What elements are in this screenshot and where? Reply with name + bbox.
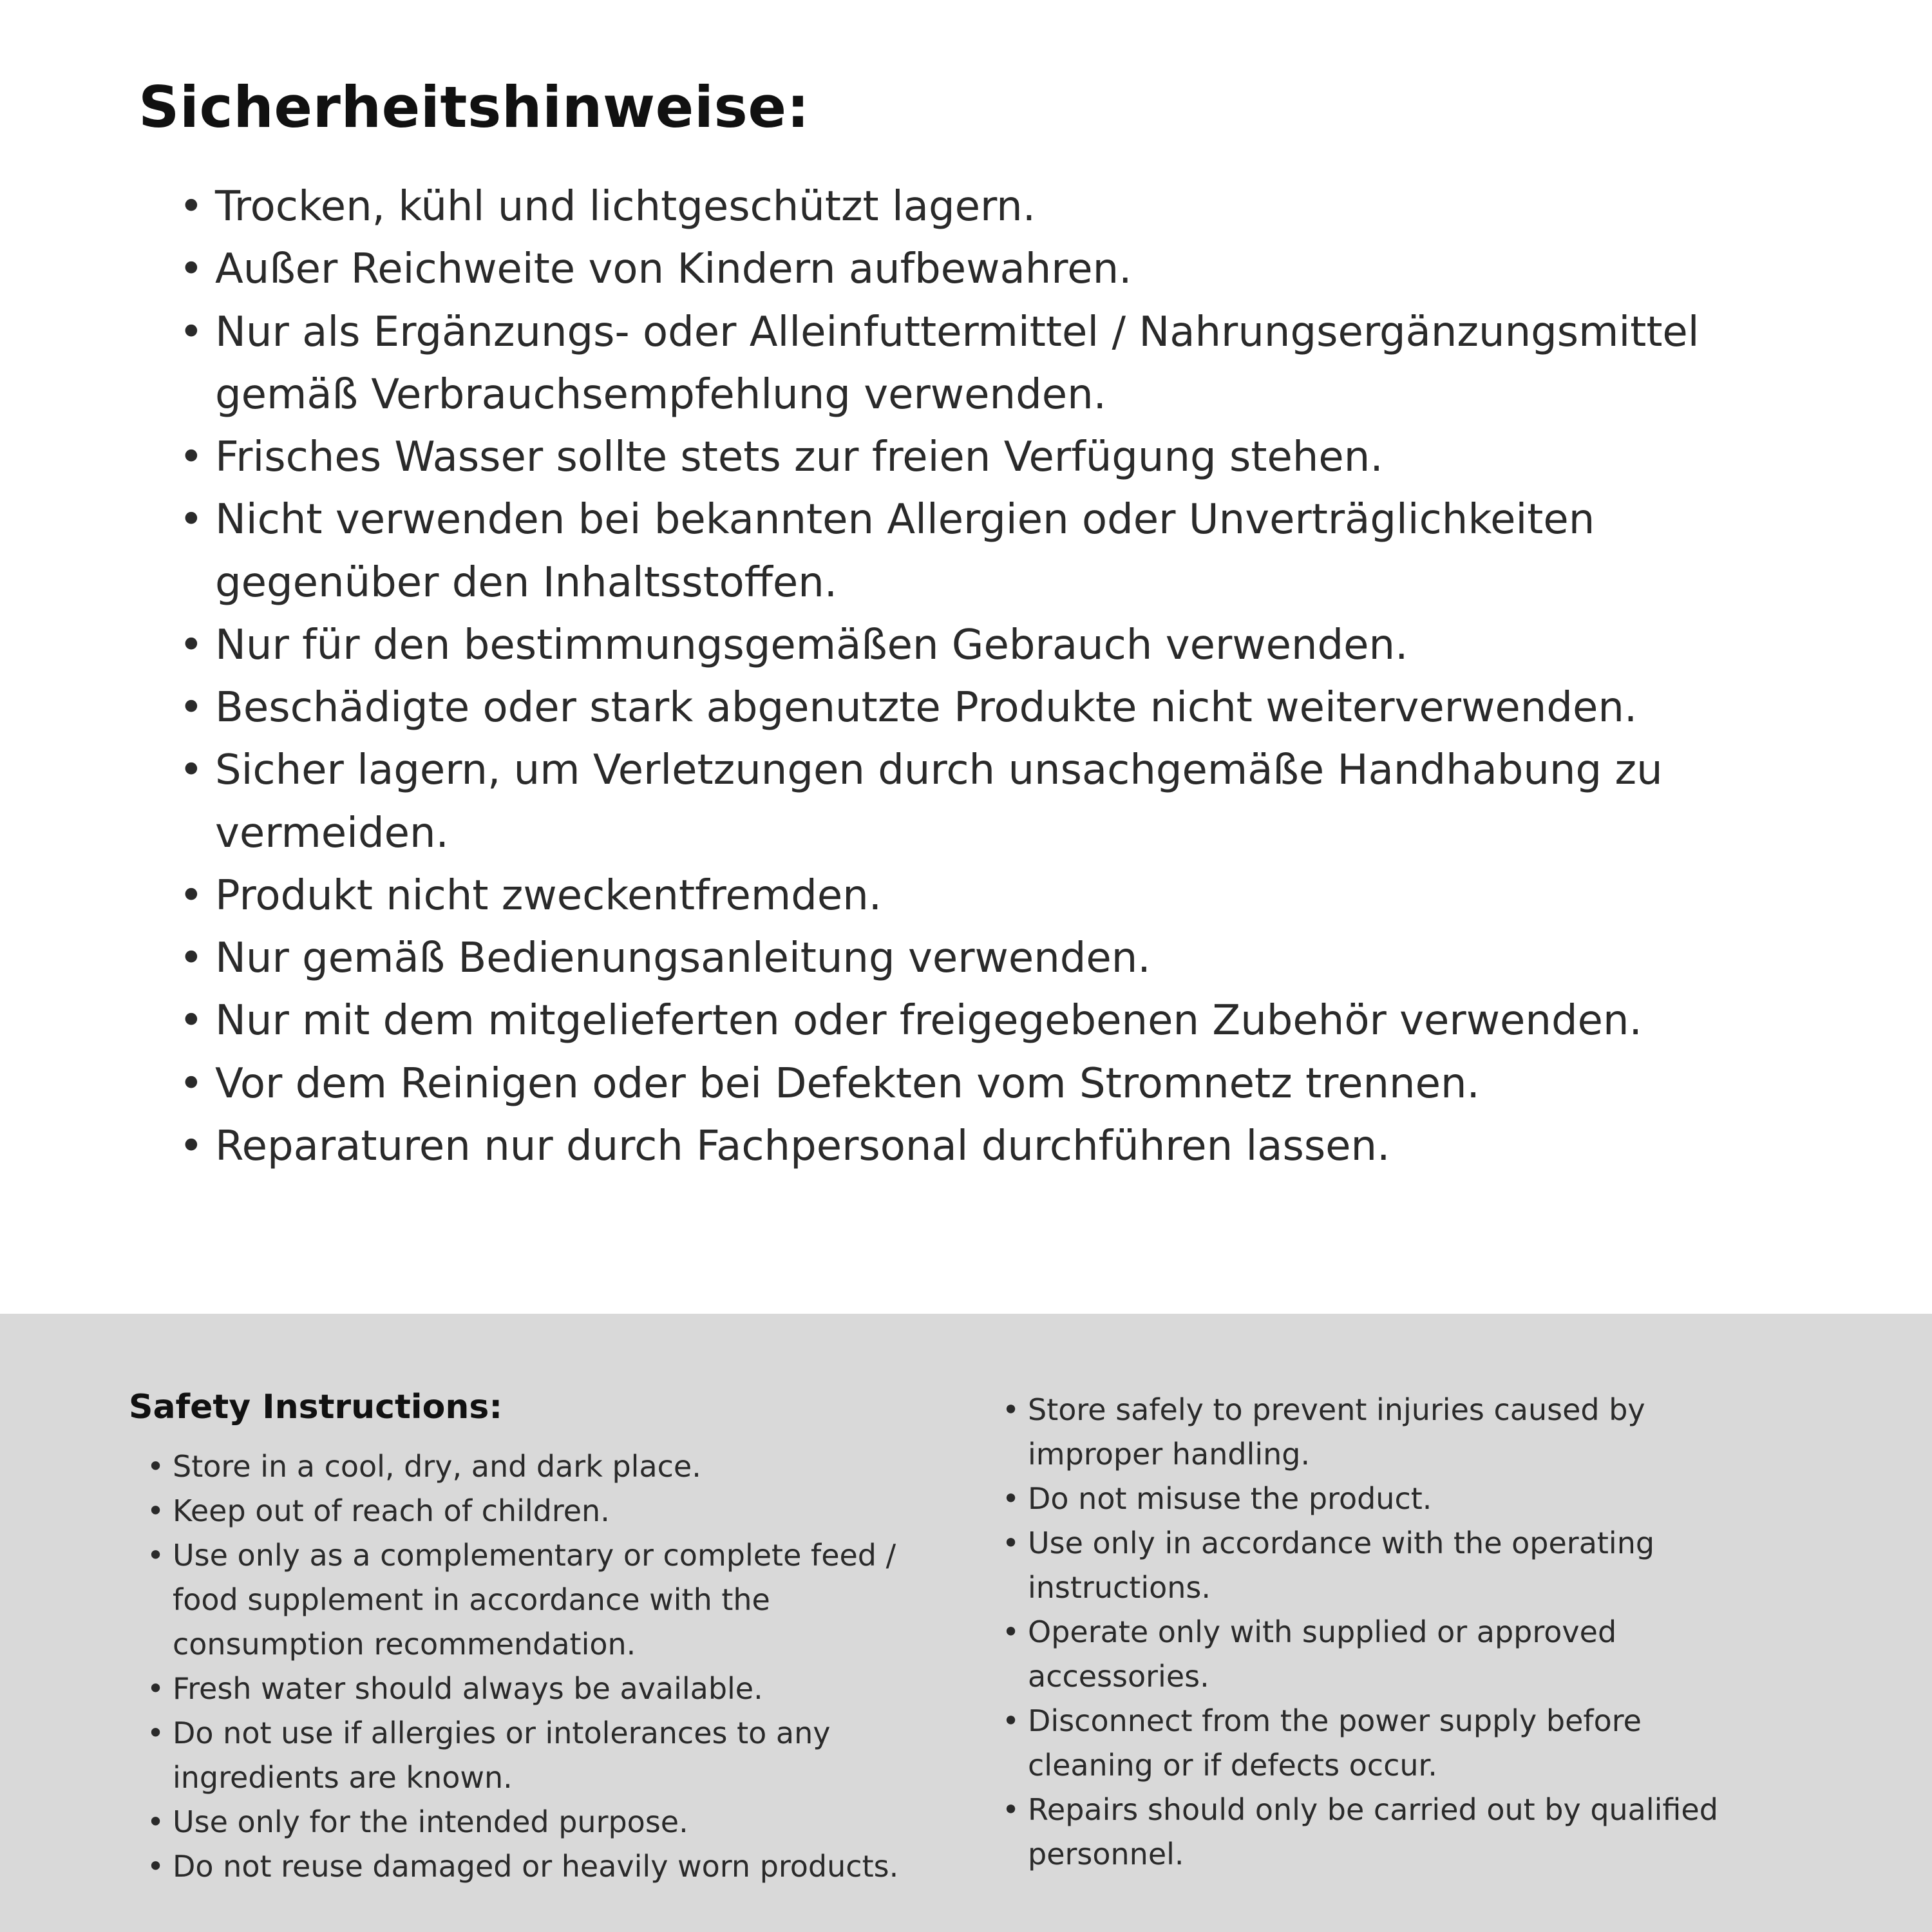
list-item: • Nicht verwenden bei bekannten Allergien oder Unverträglichkeiten gegenüber den Inhaltsstoffen. — [174, 489, 1710, 614]
list-item: • Disconnect from the power supply before cleaning or if defects occur. — [998, 1699, 1771, 1788]
list-item: • Nur für den bestimmungsgemäßen Gebrauch verwenden. — [174, 614, 1710, 677]
english-instructions-list-left — [129, 1444, 902, 1889]
list-item: • Vor dem Reinigen oder bei Defekten vom Stromnetz trennen. — [174, 1053, 1710, 1115]
list-item: • Keep out of reach of children. — [143, 1489, 902, 1533]
english-title: Safety Instructions: — [129, 1388, 503, 1426]
list-item: • Use only in accordance with the operating instructions. — [998, 1521, 1771, 1610]
list-item: • Use only for the intended purpose. — [143, 1800, 902, 1844]
list-item: • Reparaturen nur durch Fachpersonal durchführen lassen. — [174, 1115, 1710, 1178]
list-item: • Do not misuse the product. — [998, 1477, 1771, 1521]
list-item: • Store safely to prevent injuries caused by improper handling. — [998, 1388, 1771, 1477]
list-item: • Nur als Ergänzungs- oder Alleinfuttermittel / Nahrungsergänzungsmittel gemäß Verbrauchsempfehlung verwenden. — [174, 301, 1710, 427]
list-item: • Repairs should only be carried out by qualified personnel. — [998, 1788, 1771, 1877]
list-item: • Nur gemäß Bedienungsanleitung verwenden. — [174, 927, 1710, 990]
list-item: • Do not use if allergies or intolerances to any ingredients are known. — [143, 1711, 902, 1800]
list-item: • Trocken, kühl und lichtgeschützt lagern. — [174, 176, 1710, 238]
list-item: • Außer Reichweite von Kindern aufbewahren. — [174, 238, 1710, 301]
list-item: • Nur mit dem mitgelieferten oder freigegebenen Zubehör verwenden. — [174, 990, 1710, 1052]
list-item: • Fresh water should always be available. — [143, 1667, 902, 1711]
list-item: • Do not reuse damaged or heavily worn products. — [143, 1844, 902, 1889]
german-title: Sicherheitshinweise: — [138, 74, 810, 140]
list-item: • Operate only with supplied or approved accessories. — [998, 1610, 1771, 1699]
german-instructions-list — [138, 176, 1710, 1178]
english-section — [0, 1314, 1932, 1932]
list-item: • Beschädigte oder stark abgenutzte Produkte nicht weiterverwenden. — [174, 677, 1710, 739]
list-item: • Use only as a complementary or complete feed / food supplement in accordance with the consumption recommendation. — [143, 1533, 902, 1667]
english-left-column — [129, 1388, 902, 1932]
english-right-column — [998, 1388, 1771, 1932]
list-item: • Produkt nicht zweckentfremden. — [174, 865, 1710, 927]
english-instructions-list-right — [998, 1388, 1771, 1877]
list-item: • Sicher lagern, um Verletzungen durch unsachgemäße Handhabung zu vermeiden. — [174, 739, 1710, 865]
list-item: • Frisches Wasser sollte stets zur freien Verfügung stehen. — [174, 426, 1710, 489]
list-item: • Store in a cool, dry, and dark place. — [143, 1444, 902, 1489]
